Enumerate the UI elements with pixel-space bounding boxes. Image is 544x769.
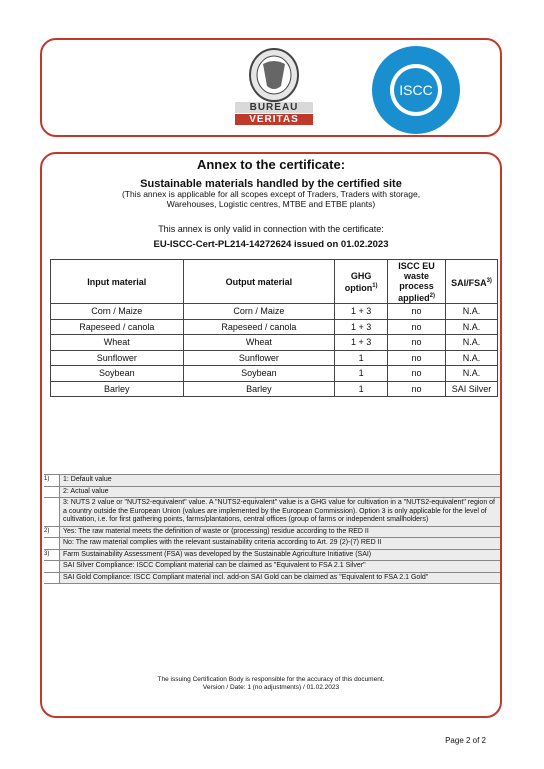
annex-title: Annex to the certificate: [196,157,346,172]
cell-input: Rapeseed / canola [51,319,184,335]
document-footer [40,676,502,692]
footnote-marker: 1) [44,476,50,482]
footnote-text: Yes: The raw material meets the definition of waste or (processing) residue according to the RED II [59,527,500,538]
table-row [51,366,498,382]
cell-waste: no [388,381,446,397]
table-row [51,304,498,320]
header-sai-fsa: SAI/FSA$^{3)}$ [446,260,498,304]
cell-output: Wheat [183,335,335,351]
footnote-text: Farm Sustainability Assessment (FSA) was developed by the Sustainable Agriculture Initiative (SAI) [59,550,500,561]
footnote-row [44,527,500,539]
footnotes [44,474,500,584]
cell-ghg: 1 [335,381,388,397]
cell-input: Wheat [51,335,184,351]
cell-sai: N.A. [446,304,498,320]
cell-output: Barley [183,381,335,397]
footnote-text: 1: Default value [59,475,500,486]
page-number: Page 2 of 2 [445,736,486,745]
footer-version: Version / Date: 1 (no adjustments) / 01.02.2023 [202,684,340,691]
cell-waste: no [388,319,446,335]
header-waste-process: ISCC EU waste process applied$^{2)}$ [388,260,446,304]
cell-output: Sunflower [183,350,335,366]
bv-seal-icon [235,48,313,102]
cell-sai: N.A. [446,335,498,351]
footnote-text: 2: Actual value [59,487,500,498]
iscc-center-text: ISCC [399,82,433,98]
cell-waste: no [388,304,446,320]
certificate-number: EU-ISCC-Cert-PL214-14272624 issued on 01.02.2023 [153,239,389,250]
main-frame [40,152,502,718]
cell-input: Sunflower [51,350,184,366]
iscc-seal-icon [370,44,462,136]
cell-input: Soybean [51,366,184,382]
cell-ghg: 1 + 3 [335,319,388,335]
footnote-row [44,573,500,585]
cell-ghg: 1 [335,350,388,366]
footnote-text: No: The raw material complies with the relevant sustainability criteria according to Art. 29 (2)-(7) RED II [59,538,500,549]
scope-note: (This annex is applicable for all scopes except of Traders, Traders with storage, Warehouses, Logistic centres, MTBE and ETBE plants) [121,189,421,209]
cell-ghg: 1 + 3 [335,304,388,320]
bv-word-veritas: VERITAS [235,114,313,125]
footnote-row [44,550,500,562]
bv-word-bureau: BUREAU [235,102,313,113]
cell-sai: N.A. [446,366,498,382]
footnote-marker: 2) [44,527,50,534]
footnote-text: SAI Silver Compliance: ISCC Compliant material can be claimed as "Equivalent to FSA 2.1 Silver" [59,561,500,572]
cell-ghg: 1 + 3 [335,335,388,351]
header-output-material: Output material [183,260,335,304]
header-input-material: Input material [51,260,184,304]
cell-sai: N.A. [446,350,498,366]
cell-output: Soybean [183,366,335,382]
cell-output: Corn / Maize [183,304,335,320]
materials-title: Sustainable materials handled by the certified site [140,178,402,190]
bureau-veritas-logo [235,48,313,130]
footnote-row [44,498,500,527]
footnote-row [44,487,500,499]
cell-waste: no [388,350,446,366]
cell-sai: N.A. [446,319,498,335]
footer-responsibility: The issuing Certification Body is responsible for the accuracy of this document. [157,676,385,683]
table-row [51,350,498,366]
footnote-text: SAI Gold Compliance: ISCC Compliant material incl. add-on SAI Gold can be claimed as "Equivalent to FSA 2.1 Gold" [59,573,500,584]
footnote-row [44,561,500,573]
footnote-row [44,538,500,550]
table-row [51,319,498,335]
cell-input: Barley [51,381,184,397]
table-row [51,335,498,351]
cell-output: Rapeseed / canola [183,319,335,335]
materials-table [50,259,498,397]
valid-note: This annex is only valid in connection with the certificate: [158,224,384,234]
table-row [51,381,498,397]
cell-waste: no [388,366,446,382]
cell-input: Corn / Maize [51,304,184,320]
table-header-row [51,260,498,304]
cell-ghg: 1 [335,366,388,382]
footnote-text: 3: NUTS 2 value or "NUTS2-equivalent" value. A "NUTS2-equivalent" value is a GHG value for cultivation in a "NUTS2-equivalent" region of a country outside the European Union (values are implemented by the European Commission). Option 3 is only applicable for the level of cultivation, i.e. for first gathering points, farms/plantations, central offices (group of farms or independent smallholders) [59,498,500,526]
footnote-row [44,474,500,487]
header-ghg-option: GHG option$^{1)}$ [335,260,388,304]
footnote-marker: 3) [44,550,50,557]
cell-waste: no [388,335,446,351]
cell-sai: SAI Silver [446,381,498,397]
iscc-logo [370,44,462,136]
